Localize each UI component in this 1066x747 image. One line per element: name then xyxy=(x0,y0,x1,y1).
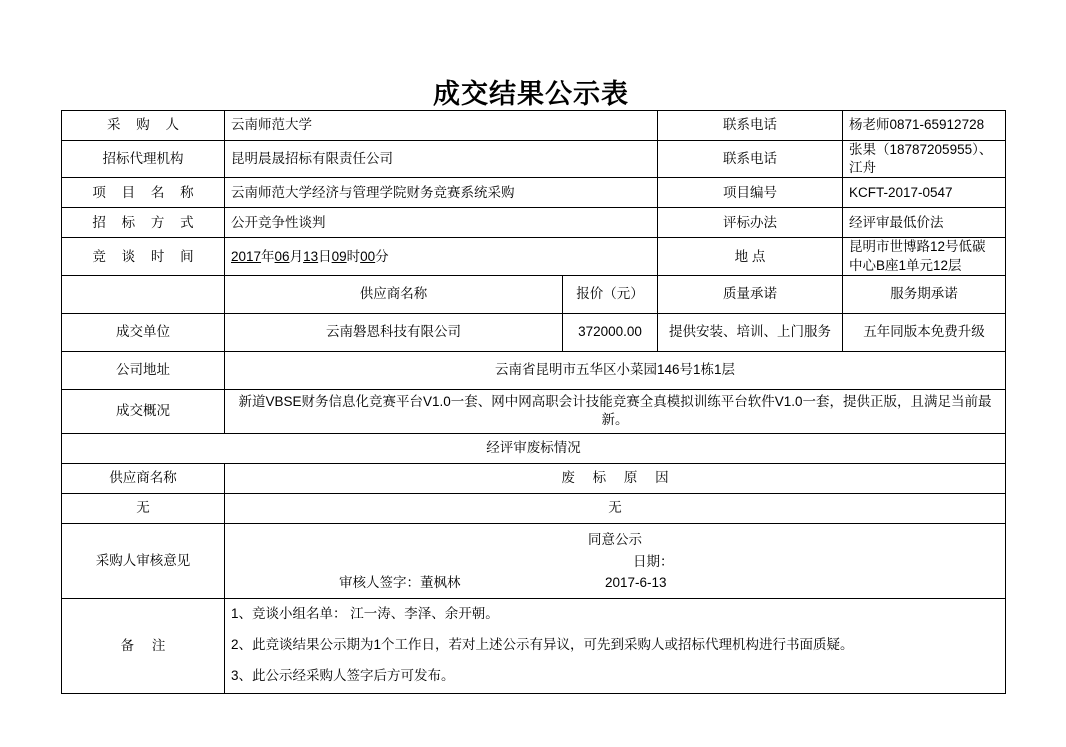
value-winner-name: 云南磐恩科技有限公司 xyxy=(225,313,563,351)
table-row-rejection-title xyxy=(62,433,1006,463)
rejection-reason-value: 无 xyxy=(225,493,1006,523)
negotiation-year-unit: 年 xyxy=(261,248,275,264)
page-title xyxy=(0,72,1066,111)
remark-item: 1、竞谈小组名单： 江一涛、李泽、余开朝。 xyxy=(231,605,499,621)
value-evaluation-method: 经评审最低价法 xyxy=(843,208,1006,238)
table-row-remarks xyxy=(62,598,1006,693)
label-purchaser: 采 购 人 xyxy=(62,111,225,141)
supplier-header-name: 供应商名称 xyxy=(225,275,563,313)
label-evaluation-method: 评标办法 xyxy=(658,208,843,238)
label-approval: 采购人审核意见 xyxy=(62,523,225,598)
table-row-project-name xyxy=(62,178,1006,208)
negotiation-year: 2017 xyxy=(231,248,262,264)
supplier-header-price: 报价（元） xyxy=(563,275,658,313)
label-project-number: 项目编号 xyxy=(658,178,843,208)
label-company-address: 公司地址 xyxy=(62,351,225,389)
value-project-name: 云南师范大学经济与管理学院财务竞赛系统采购 xyxy=(225,178,658,208)
negotiation-minute-unit: 分 xyxy=(375,248,389,264)
value-winner-service: 五年同版本免费升级 xyxy=(843,313,1006,351)
rejection-header-reason: 废 标 原 因 xyxy=(225,463,1006,493)
value-project-number: KCFT-2017-0547 xyxy=(843,178,1006,208)
table-row-approval xyxy=(62,523,1006,598)
approval-date-value: 2017-6-13 xyxy=(605,574,667,590)
page-title-text: 成交结果公示表 xyxy=(433,79,629,109)
negotiation-hour-unit: 时 xyxy=(346,248,361,264)
label-deal-summary: 成交概况 xyxy=(62,389,225,433)
value-deal-summary: 新道VBSE财务信息化竞赛平台V1.0一套、网中网高职会计技能竞赛全真模拟训练平台软件V1.0一套，提供正版，且满足当前最新。 xyxy=(225,389,1006,433)
value-winner-quality: 提供安装、培训、上门服务 xyxy=(658,313,843,351)
value-purchaser: 云南师范大学 xyxy=(225,111,658,141)
supplier-header-blank xyxy=(62,275,225,313)
label-winner: 成交单位 xyxy=(62,313,225,351)
remark-item: 3、此公示经采购人签字后方可发布。 xyxy=(231,668,455,684)
negotiation-day: 13 xyxy=(303,248,319,264)
value-purchaser-phone: 杨老师0871-65912728 xyxy=(843,111,1006,141)
table-row-rejection-entry xyxy=(62,493,1006,523)
table-row-negotiation-time xyxy=(62,238,1006,275)
table-row-company-address xyxy=(62,351,1006,389)
rejection-section-title: 经评审废标情况 xyxy=(62,433,1006,463)
negotiation-month-unit: 月 xyxy=(289,248,304,264)
rejection-header-supplier: 供应商名称 xyxy=(62,463,225,493)
remarks-content xyxy=(225,598,1006,693)
label-agency: 招标代理机构 xyxy=(62,141,225,178)
table-row-purchaser xyxy=(62,111,1006,141)
label-location: 地 点 xyxy=(658,238,843,275)
table-row-rejection-header xyxy=(62,463,1006,493)
label-project-name: 项 目 名 称 xyxy=(62,178,225,208)
approval-signature: 审核人签字：董枫林 xyxy=(339,574,461,590)
label-purchaser-phone: 联系电话 xyxy=(658,111,843,141)
table-row-winner xyxy=(62,313,1006,351)
approval-date-label: 日期： xyxy=(633,553,674,569)
value-company-address: 云南省昆明市五华区小菜园146号1栋1层 xyxy=(225,351,1006,389)
value-negotiation-time xyxy=(225,238,658,275)
remark-item: 2、此竞谈结果公示期为1个工作日，若对上述公示有异议，可先到采购人或招标代理机构进行书面质疑。 xyxy=(231,637,854,653)
label-remarks: 备 注 xyxy=(62,598,225,693)
table-row-bid-method xyxy=(62,208,1006,238)
label-negotiation-time: 竞 谈 时 间 xyxy=(62,238,225,275)
approval-content xyxy=(225,523,1006,598)
negotiation-day-unit: 日 xyxy=(318,248,332,264)
negotiation-minute: 00 xyxy=(360,248,376,264)
supplier-header-service: 服务期承诺 xyxy=(843,275,1006,313)
rejection-supplier-value: 无 xyxy=(62,493,225,523)
label-agency-phone: 联系电话 xyxy=(658,141,843,178)
value-bid-method: 公开竞争性谈判 xyxy=(225,208,658,238)
value-agency: 昆明晨晟招标有限责任公司 xyxy=(225,141,658,178)
negotiation-month: 06 xyxy=(274,248,290,264)
value-winner-price: 372000.00 xyxy=(563,313,658,351)
approval-opinion: 同意公示 xyxy=(588,531,642,547)
value-agency-phone: 张果（18787205955）、江舟 xyxy=(843,141,1006,178)
table-row-supplier-header xyxy=(62,275,1006,313)
table-row-deal-summary xyxy=(62,389,1006,433)
label-bid-method: 招 标 方 式 xyxy=(62,208,225,238)
supplier-header-quality: 质量承诺 xyxy=(658,275,843,313)
negotiation-hour: 09 xyxy=(331,248,347,264)
table-row-agency xyxy=(62,141,1006,178)
value-location: 昆明市世博路12号低碳中心B座1单元12层 xyxy=(843,238,1006,275)
announcement-table xyxy=(61,110,1006,694)
